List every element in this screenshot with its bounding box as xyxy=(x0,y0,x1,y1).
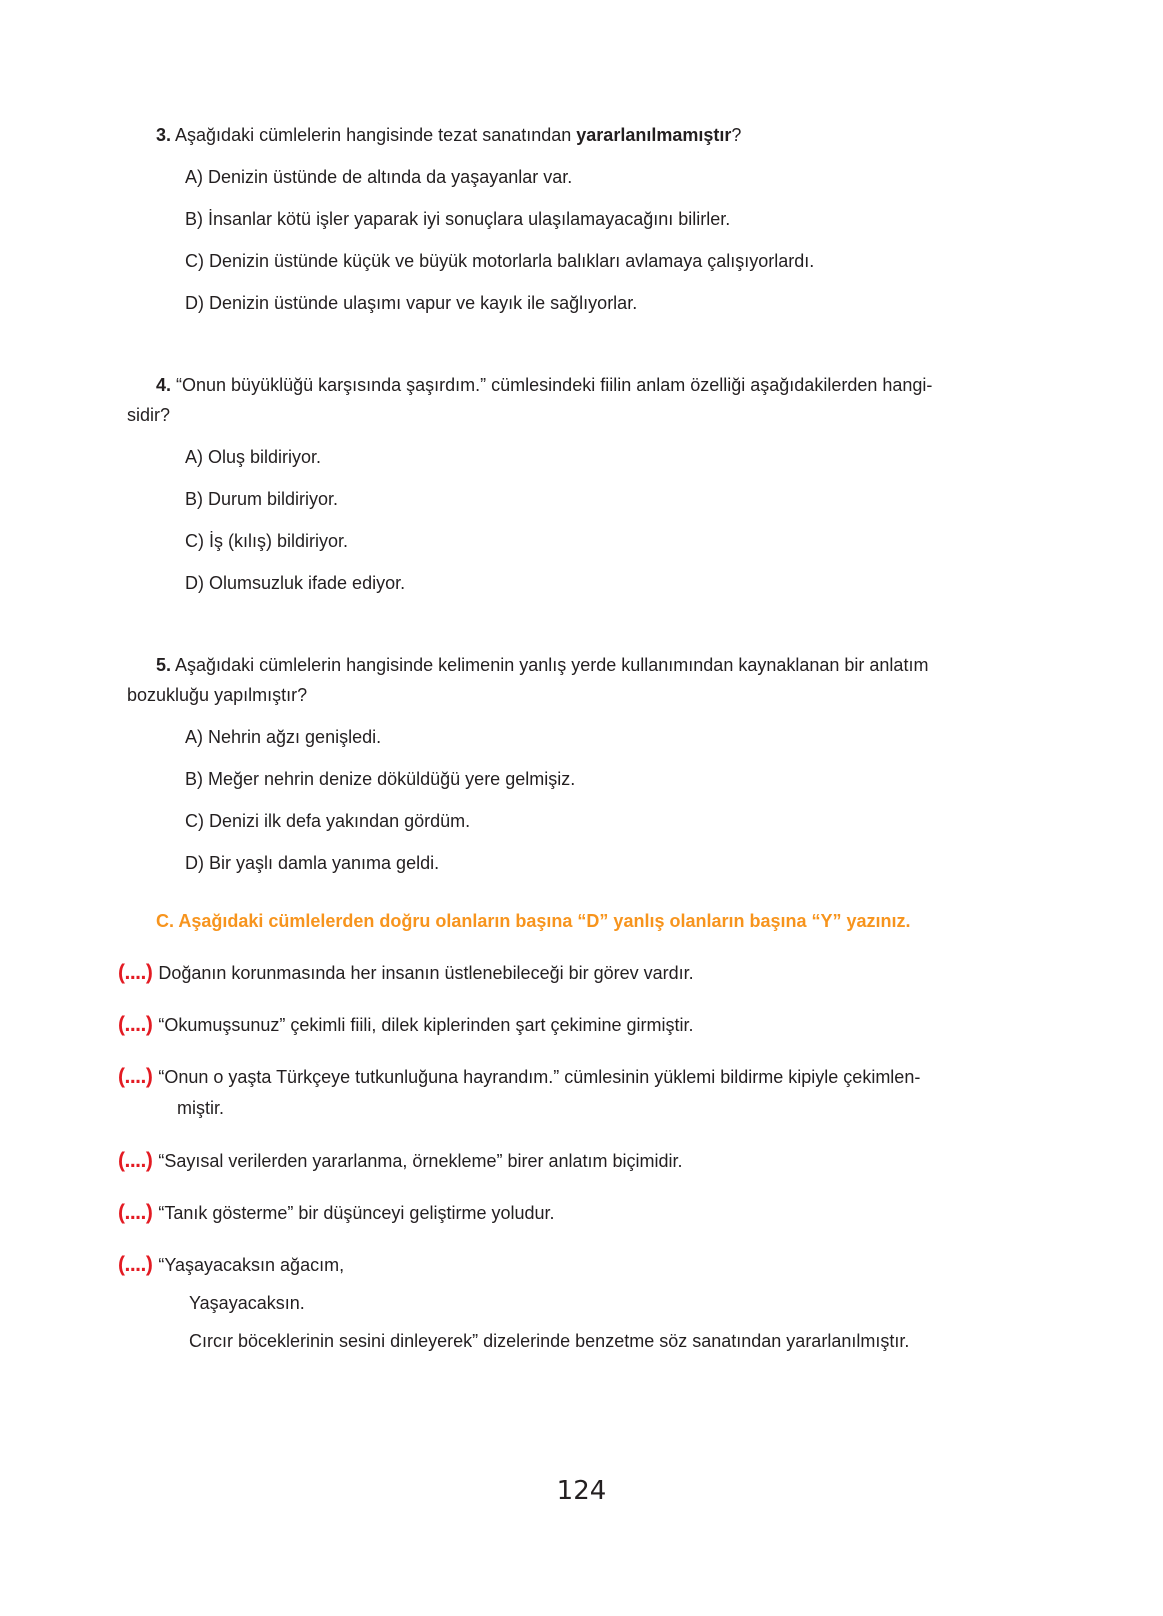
true-false-item-5: (....) “Tanık gösterme” bir düşünceyi geliştirme yoludur. xyxy=(118,1201,555,1224)
emphasis: yararlanılmamıştır xyxy=(576,125,732,145)
question-number: 5. xyxy=(156,655,172,675)
answer-blank[interactable]: (....) xyxy=(118,1201,153,1224)
true-false-item-3: (....) “Onun o yaşta Türkçeye tutkunluğuna hayrandım.” cümlesinin yüklemi bildirme kipiyle çekimlen- xyxy=(118,1065,921,1088)
question-number: 4. xyxy=(156,375,172,395)
question-4-option-c[interactable]: C) İş (kılış) bildiriyor. xyxy=(185,531,349,551)
true-false-item-6-line-2: Yaşayacaksın. xyxy=(189,1293,305,1313)
question-4-option-a[interactable]: A) Oluş bildiriyor. xyxy=(185,447,322,467)
question-4-option-b[interactable]: B) Durum bildiriyor. xyxy=(185,489,339,509)
true-false-item-6-line-3: Cırcır böceklerinin sesini dinleyerek” dizelerinde benzetme söz sanatından yararlanılmıştır. xyxy=(189,1331,910,1351)
question-4-stem: 4. “Onun büyüklüğü karşısında şaşırdım.” cümlesindeki fiilin anlam özelliği aşağıdakilerden hangi- xyxy=(156,375,933,395)
answer-blank[interactable]: (....) xyxy=(118,1013,153,1036)
question-3-option-a[interactable]: A) Denizin üstünde de altında da yaşayanlar var. xyxy=(185,167,573,187)
section-c-title: C. Aşağıdaki cümlelerden doğru olanların başına “D” yanlış olanların başına “Y” yazınız. xyxy=(156,911,911,931)
answer-blank[interactable]: (....) xyxy=(118,1149,153,1172)
answer-blank[interactable]: (....) xyxy=(118,1253,153,1276)
question-3-option-d[interactable]: D) Denizin üstünde ulaşımı vapur ve kayık ile sağlıyorlar. xyxy=(185,293,638,313)
question-3-stem: 3. Aşağıdaki cümlelerin hangisinde tezat sanatından yararlanılmamıştır? xyxy=(156,125,742,145)
page-number: 124 xyxy=(556,1476,607,1506)
question-4-stem-wrap: sidir? xyxy=(127,405,171,425)
question-5-stem: 5. Aşağıdaki cümlelerin hangisinde kelimenin yanlış yerde kullanımından kaynaklanan bir anlatım xyxy=(156,655,929,675)
question-4-option-d[interactable]: D) Olumsuzluk ifade ediyor. xyxy=(185,573,406,593)
question-5-option-b[interactable]: B) Meğer nehrin denize döküldüğü yere gelmişiz. xyxy=(185,769,576,789)
question-5-stem-wrap: bozukluğu yapılmıştır? xyxy=(127,685,308,705)
true-false-item-1: (....) Doğanın korunmasında her insanın üstlenebileceği bir görev vardır. xyxy=(118,961,694,984)
true-false-item-4: (....) “Sayısal verilerden yararlanma, örnekleme” birer anlatım biçimidir. xyxy=(118,1149,683,1172)
true-false-item-3-wrap: miştir. xyxy=(177,1098,224,1118)
question-3-option-c[interactable]: C) Denizin üstünde küçük ve büyük motorlarla balıkları avlamaya çalışıyorlardı. xyxy=(185,251,815,271)
answer-blank[interactable]: (....) xyxy=(118,961,153,984)
question-3-option-b[interactable]: B) İnsanlar kötü işler yaparak iyi sonuçlara ulaşılamayacağını bilirler. xyxy=(185,209,731,229)
true-false-item-2: (....) “Okumuşsunuz” çekimli fiili, dilek kiplerinden şart çekimine girmiştir. xyxy=(118,1013,694,1036)
question-number: 3. xyxy=(156,125,172,145)
question-5-option-a[interactable]: A) Nehrin ağzı genişledi. xyxy=(185,727,382,747)
answer-blank[interactable]: (....) xyxy=(118,1065,153,1088)
question-5-option-c[interactable]: C) Denizi ilk defa yakından gördüm. xyxy=(185,811,471,831)
true-false-item-6: (....) “Yaşayacaksın ağacım, xyxy=(118,1253,345,1276)
question-5-option-d[interactable]: D) Bir yaşlı damla yanıma geldi. xyxy=(185,853,440,873)
